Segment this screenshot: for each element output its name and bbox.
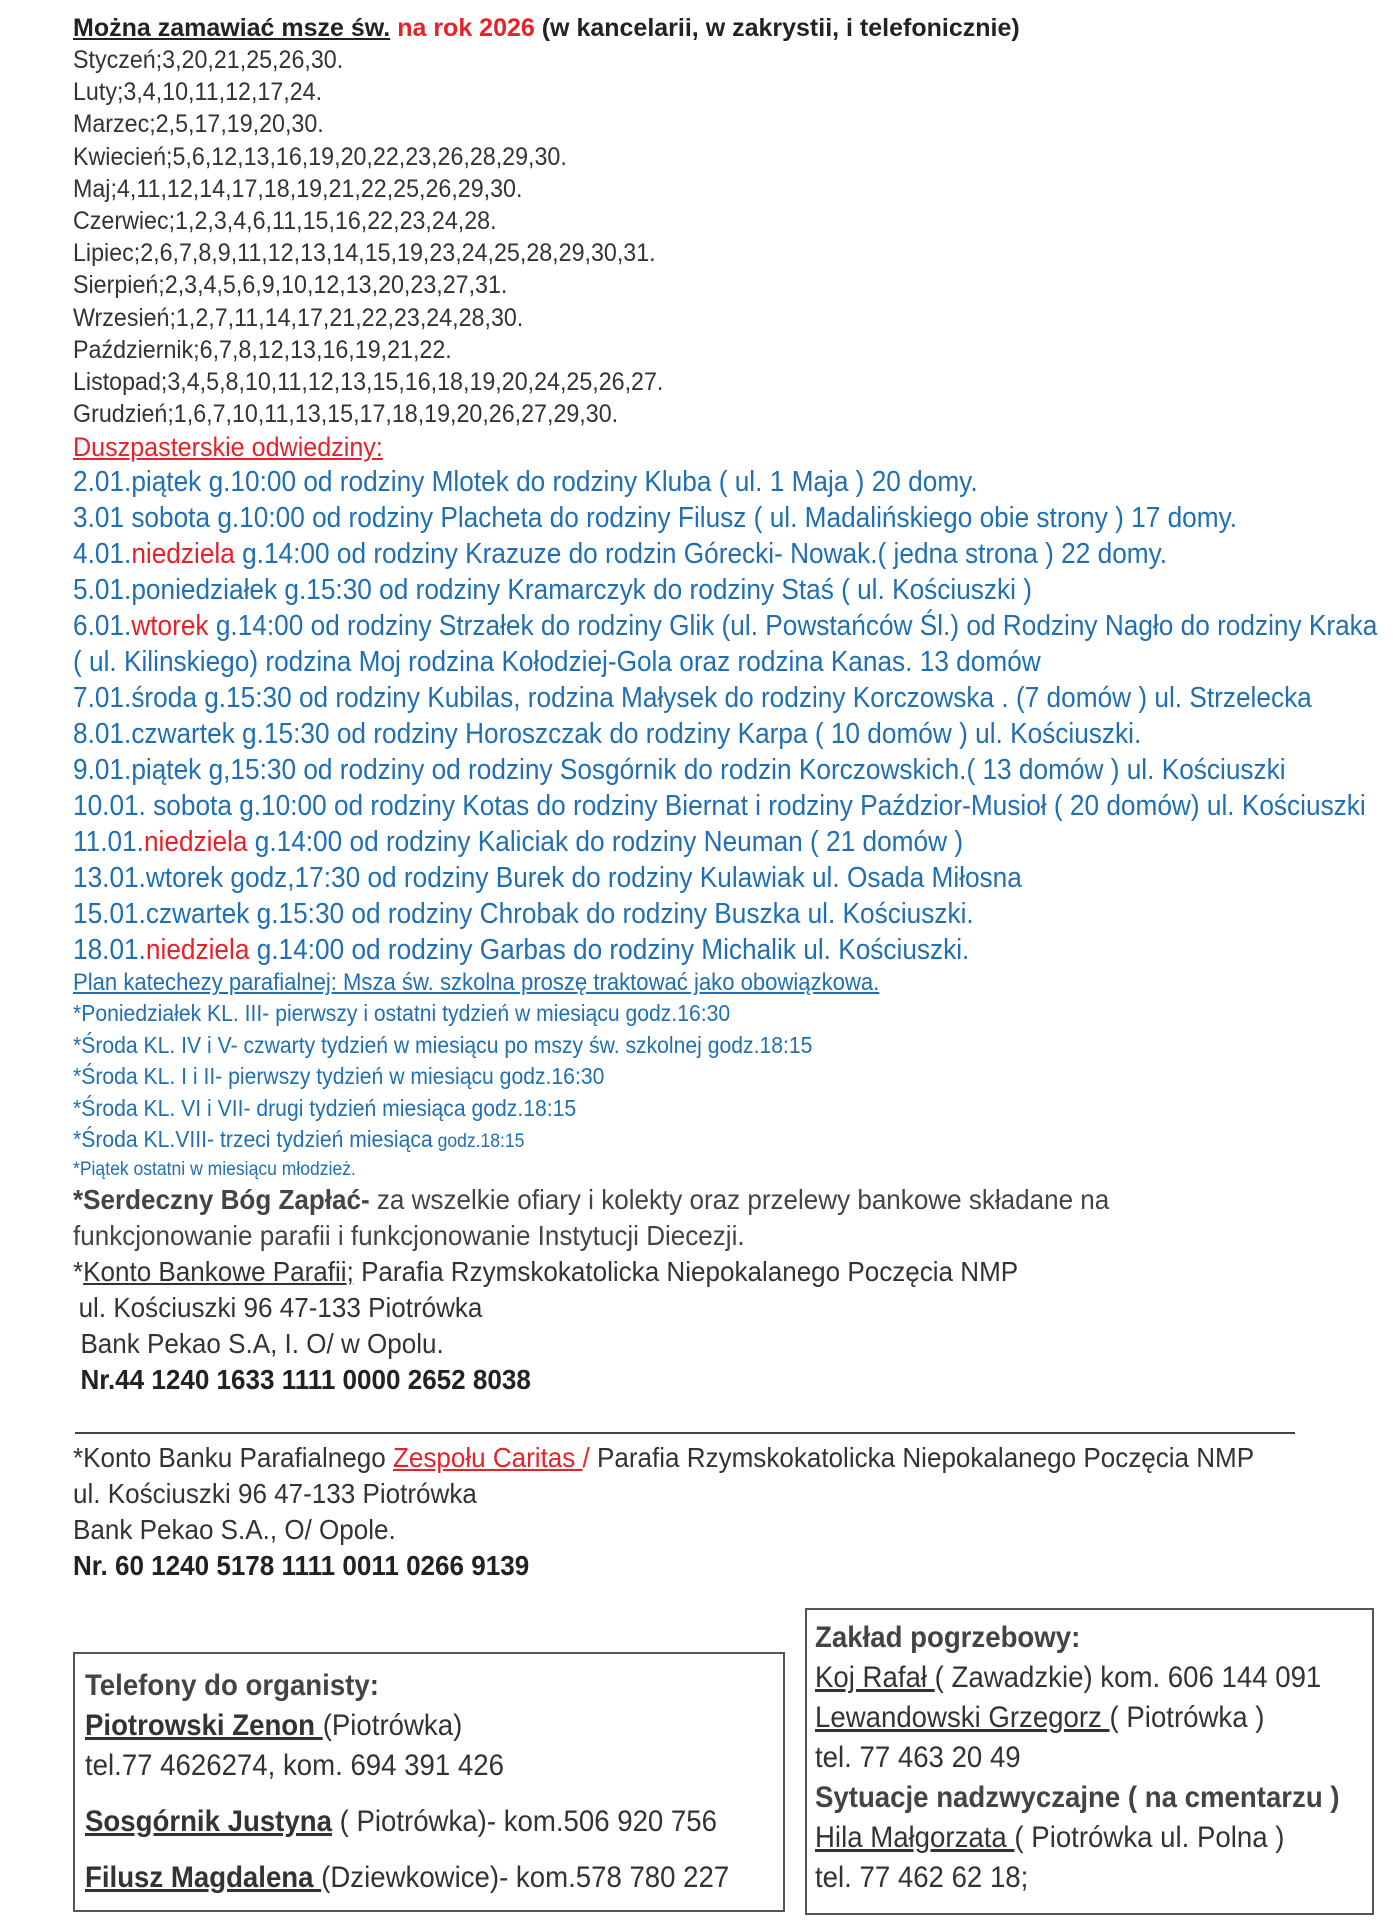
month-item: Listopad;3,4,5,8,10,11,12,13,15,16,18,19,20,24,25,26,27. xyxy=(73,367,664,396)
catechesis-item: *Środa KL. I i II- pierwszy tydzień w miesiącu godz.16:30 xyxy=(73,1063,605,1090)
caritas-account-number: Nr. 60 1240 5178 1111 0011 0266 9139 xyxy=(73,1550,530,1581)
month-item: Kwiecień;5,6,12,13,16,19,20,22,23,26,28,29,30. xyxy=(73,142,567,171)
funeral-title: Zakład pogrzebowy: xyxy=(815,1621,1081,1654)
parish-account-number: Nr.44 1240 1633 1111 0000 2652 8038 xyxy=(80,1363,531,1395)
organist-3: Filusz Magdalena (Dziewkowice)- kom.578 780 227 xyxy=(85,1861,730,1894)
bulletin-page xyxy=(73,12,1378,1398)
visits-list xyxy=(73,464,1378,968)
caritas-account-address: ul. Kościuszki 96 47-133 Piotrówka xyxy=(73,1478,477,1509)
catechesis-item: *Środa KL. VI i VII- drugi tydzień miesiąca godz.18:15 xyxy=(73,1094,577,1121)
caritas-account xyxy=(73,1440,1363,1584)
header-places: (w kancelarii, w zakrystii, i telefonicznie) xyxy=(534,14,1020,42)
visit-item: 15.01.czwartek g.15:30 od rodziny Chrobak do rodziny Buszka ul. Kościuszki. xyxy=(73,898,974,931)
visit-item: 5.01.poniedziałek g.15:30 od rodziny Kramarczyk do rodziny Staś ( ul. Kościuszki ) xyxy=(73,574,1032,607)
catechesis-list xyxy=(73,998,1363,1182)
catechesis-item: *Poniedziałek KL. III- pierwszy i ostatni tydzień w miesiącu godz.16:30 xyxy=(73,1000,731,1027)
caritas-account-title: *Konto Banku Parafialnego Zespołu Caritas / Parafia Rzymskokatolicka Niepokalanego Poczęcia NMP xyxy=(73,1442,1255,1473)
catechesis-title: Plan katechezy parafialnej: Msza św. szkolna proszę traktować jako obowiązkowa. xyxy=(73,969,880,997)
section-divider xyxy=(75,1432,1295,1434)
caritas-account-bank: Bank Pekao S.A., O/ Opole. xyxy=(73,1514,396,1545)
catechesis-item: *Środa KL.VIII- trzeci tydzień miesiąca godz.18:15 xyxy=(73,1126,525,1153)
header-year: na rok 2026 xyxy=(390,14,535,42)
visit-item: 11.01.niedziela g.14:00 od rodziny Kaliciak do rodziny Neuman ( 21 domów ) xyxy=(73,826,964,859)
visit-item: 18.01.niedziela g.14:00 od rodziny Garbas do rodziny Michalik ul. Kościuszki. xyxy=(73,934,970,967)
month-item: Sierpień;2,3,4,5,6,9,10,12,13,20,23,27,31. xyxy=(73,271,508,300)
catechesis-item: *Piątek ostatni w miesiącu młodzież. xyxy=(73,1157,356,1180)
parish-account-title: *Konto Bankowe Parafii; Parafia Rzymskokatolicka Niepokalanego Poczęcia NMP xyxy=(73,1255,1019,1287)
visit-item: 3.01 sobota g.10:00 od rodziny Placheta do rodziny Filusz ( ul. Madalińskiego obie strony ) 17 domy. xyxy=(73,502,1238,535)
parish-account-address: ul. Kościuszki 96 47-133 Piotrówka xyxy=(78,1291,483,1323)
month-item: Grudzień;1,6,7,10,11,13,15,17,18,19,20,26,27,29,30. xyxy=(73,400,619,429)
visit-item: 8.01.czwartek g.15:30 od rodziny Horoszczak do rodziny Karpa ( 10 domów ) ul. Kościuszki. xyxy=(73,718,1142,751)
visit-item: 13.01.wtorek godz,17:30 od rodziny Burek do rodziny Kulawiak ul. Osada Miłosna xyxy=(73,862,1022,895)
visit-item: 2.01.piątek g.10:00 od rodziny Mlotek do rodziny Kluba ( ul. 1 Maja ) 20 domy. xyxy=(73,466,978,499)
month-item: Maj;4,11,12,14,17,18,19,21,22,25,26,29,30. xyxy=(73,174,523,203)
header-text: Można zamawiać msze św. xyxy=(73,14,391,42)
funeral-contact-3: Hila Małgorzata ( Piotrówka ul. Polna ) xyxy=(815,1821,1285,1854)
visits-title: Duszpasterskie odwiedziny: xyxy=(73,432,383,463)
visit-item: 9.01.piątek g,15:30 od rodziny od rodziny Sosgórnik do rodzin Korczowskich.( 13 domów ) ul. Kościuszki xyxy=(73,754,1286,787)
month-list xyxy=(73,44,1363,430)
organist-title: Telefony do organisty: xyxy=(85,1669,379,1702)
visit-item: ( ul. Kilinskiego) rodzina Moj rodzina Kołodziej-Gola oraz rodzina Kanas. 13 domów xyxy=(73,646,1041,679)
parish-account-bank: Bank Pekao S.A, I. O/ w Opolu. xyxy=(80,1327,444,1359)
organist-contacts-box xyxy=(73,1652,785,1912)
visit-item: 7.01.środa g.15:30 od rodziny Kubilas, rodzina Małysek do rodziny Korczowska . (7 domów ) ul. Strzelecka xyxy=(73,682,1312,715)
emergency-title: Sytuacje nadzwyczajne ( na cmentarzu ) xyxy=(815,1781,1340,1814)
visit-item: 10.01. sobota g.10:00 od rodziny Kotas do rodziny Biernat i rodziny Paździor-Musioł ( 20 domów) ul. Kościuszki xyxy=(73,790,1366,823)
thanks-note-line2: funkcjonowanie parafii i funkcjonowanie Instytucji Diecezji. xyxy=(73,1219,745,1251)
organist-1: Piotrowski Zenon (Piotrówka) xyxy=(85,1709,463,1742)
catechesis-item: *Środa KL. IV i V- czwarty tydzień w miesiącu po mszy św. szkolnej godz.18:15 xyxy=(73,1031,813,1058)
parish-account xyxy=(73,1254,1363,1398)
month-item: Czerwiec;1,2,3,4,6,11,15,16,22,23,24,28. xyxy=(73,206,497,235)
month-item: Styczeń;3,20,21,25,26,30. xyxy=(73,46,344,74)
funeral-contact-3-phone: tel. 77 462 62 18; xyxy=(815,1861,1029,1894)
month-item: Luty;3,4,10,11,12,17,24. xyxy=(73,78,323,107)
month-item: Lipiec;2,6,7,8,9,11,12,13,14,15,19,23,24,25,28,29,30,31. xyxy=(73,239,656,268)
funeral-contact-1: Koj Rafał ( Zawadzkie) kom. 606 144 091 xyxy=(815,1661,1322,1694)
month-item: Październik;6,7,8,12,13,16,19,21,22. xyxy=(73,335,452,364)
funeral-contact-2: Lewandowski Grzegorz ( Piotrówka ) xyxy=(815,1701,1265,1734)
month-item: Wrzesień;1,2,7,11,14,17,21,22,23,24,28,30. xyxy=(73,303,524,332)
visit-item: 6.01.wtorek g.14:00 od rodziny Strzałek do rodziny Glik (ul. Powstańców Śl.) od Rodziny Nagło do rodziny Kraka xyxy=(73,610,1378,643)
funeral-contact-2-phone: tel. 77 463 20 49 xyxy=(815,1741,1021,1774)
organist-2: Sosgórnik Justyna ( Piotrówka)- kom.506 920 756 xyxy=(85,1805,717,1838)
funeral-contacts-box xyxy=(805,1608,1374,1915)
mass-order-header xyxy=(73,12,1363,44)
month-item: Marzec;2,5,17,19,20,30. xyxy=(73,110,324,139)
organist-1-phone: tel.77 4626274, kom. 694 391 426 xyxy=(85,1749,504,1782)
visit-item: 4.01.niedziela g.14:00 od rodziny Krazuze do rodzin Górecki- Nowak.( jedna strona ) 22 domy. xyxy=(73,538,1168,571)
thanks-note: *Serdeczny Bóg Zapłać- za wszelkie ofiary i kolekty oraz przelewy bankowe składane na xyxy=(73,1183,1110,1215)
